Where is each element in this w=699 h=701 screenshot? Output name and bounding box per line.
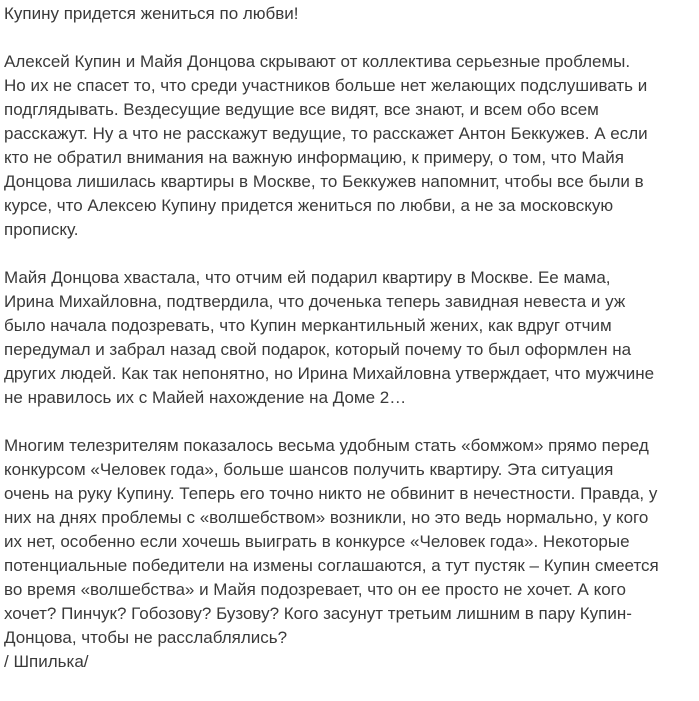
paragraph-line: них на днях проблемы с «волшебством» возникли, но это ведь нормально, у кого bbox=[4, 508, 649, 527]
paragraph-line: Донцова, чтобы не расслаблялись? bbox=[4, 628, 288, 647]
paragraph-line: конкурсом «Человек года», больше шансов получить квартиру. Эта ситуация bbox=[4, 460, 614, 479]
paragraph-line: Многим телезрителям показалось весьма удобным стать «бомжом» прямо перед bbox=[4, 436, 649, 455]
paragraph-line: их нет, особенно если хочешь выиграть в конкурсе «Человек года». Некоторые bbox=[4, 532, 630, 551]
paragraph-line: было начала подозревать, что Купин меркантильный жених, как вдруг отчим bbox=[4, 316, 612, 335]
paragraph-2 bbox=[4, 266, 692, 410]
paragraph-line: подглядывать. Вездесущие ведущие все видят, все знают, и всем обо всем bbox=[4, 100, 599, 119]
article bbox=[4, 2, 692, 674]
paragraph-line: расскажут. Ну а что не расскажут ведущие, то расскажет Антон Беккужев. А если bbox=[4, 124, 648, 143]
paragraph-line: Алексей Купин и Майя Донцова скрывают от коллектива серьезные проблемы. bbox=[4, 52, 631, 71]
paragraph-line: других людей. Как так непонятно, но Ирина Михайловна утверждает, что мужчине bbox=[4, 364, 655, 383]
article-title: Купину придется жениться по любви! bbox=[4, 4, 299, 23]
paragraph-line: Ирина Михайловна, подтвердила, что доченька теперь завидная невеста и уж bbox=[4, 292, 626, 311]
paragraph-line: очень на руку Купину. Теперь его точно никто не обвинит в нечестности. Правда, у bbox=[4, 484, 658, 503]
paragraph-1 bbox=[4, 50, 692, 242]
author-signature: / Шпилька/ bbox=[4, 652, 89, 671]
paragraph-line: прописку. bbox=[4, 220, 79, 239]
paragraph-line: передумал и забрал назад свой подарок, который почему то был оформлен на bbox=[4, 340, 632, 359]
paragraph-line: потенциальные победители на измены соглашаются, а тут пустяк – Купин смеется bbox=[4, 556, 659, 575]
paragraph-line: не нравилось их с Майей нахождение на Доме 2… bbox=[4, 388, 407, 407]
paragraph-line: Донцова лишилась квартиры в Москве, то Беккужев напомнит, чтобы все были в bbox=[4, 172, 644, 191]
paragraph-line: хочет? Пинчук? Гобозову? Бузову? Кого засунут третьим лишним в пару Купин- bbox=[4, 604, 632, 623]
paragraph-line: Майя Донцова хвастала, что отчим ей подарил квартиру в Москве. Ее мама, bbox=[4, 268, 611, 287]
paragraph-line: курсе, что Алексею Купину придется жениться по любви, а не за московскую bbox=[4, 196, 614, 215]
paragraph-3 bbox=[4, 434, 692, 650]
paragraph-line: Но их не спасет то, что среди участников больше нет желающих подслушивать и bbox=[4, 76, 648, 95]
paragraph-line: кто не обратил внимания на важную информацию, к примеру, о том, что Майя bbox=[4, 148, 624, 167]
paragraph-line: во время «волшебства» и Майя подозревает, что он ее просто не хочет. А кого bbox=[4, 580, 626, 599]
